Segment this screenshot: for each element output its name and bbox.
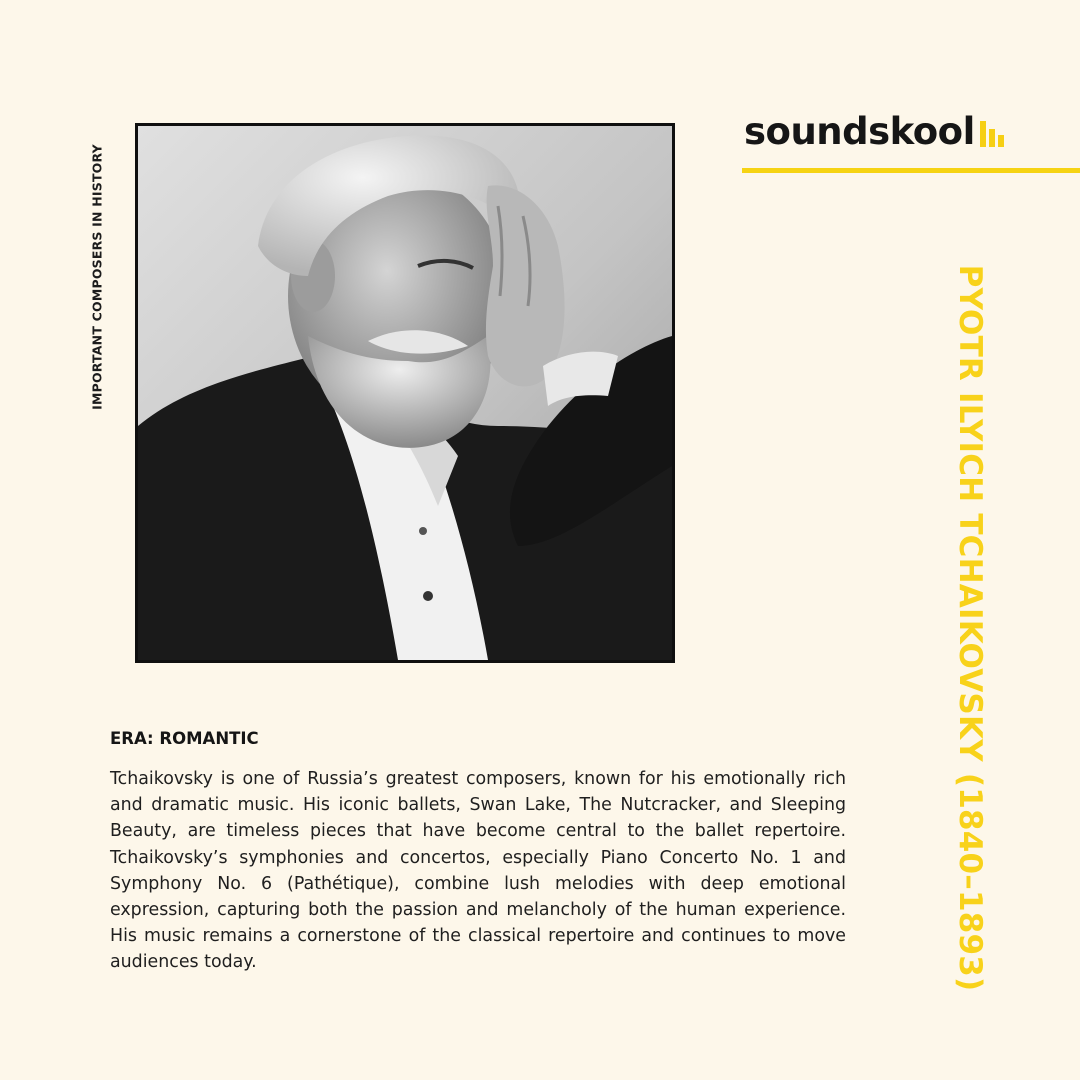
logo-wordmark: soundskool (744, 109, 975, 153)
composer-portrait (135, 123, 675, 663)
sound-bars-icon (980, 121, 1004, 147)
composer-name-text: PYOTR ILYICH TCHAIKOVSKY (1840–1893) (952, 264, 988, 992)
composer-portrait-photo (138, 126, 672, 660)
composer-bio: Tchaikovsky is one of Russia’s greatest composers, known for his emotionally rich and dramatic music. His iconic ballets, Swan Lake, The Nutcracker, and Sleeping Beauty, are timeless pieces that have become central to the ballet repertoire. Tchaikovsky’s symphonies and concertos, especially Piano Concerto No. 1 and Symphony No. 6 (Pathétique), combine lush melodies with deep emotional expression, capturing both the passion and melancholy of the human experience. His music remains a cornerstone of the classical repertoire and continues to move audiences today. (110, 769, 846, 973)
logo-underline-divider (742, 168, 1080, 173)
era-label: ERA: ROMANTIC (110, 729, 259, 748)
series-label-text: IMPORTANT COMPOSERS IN HISTORY (89, 144, 105, 410)
soundskool-logo (744, 106, 1004, 156)
composer-name-vertical (952, 258, 988, 998)
series-label (90, 122, 104, 432)
